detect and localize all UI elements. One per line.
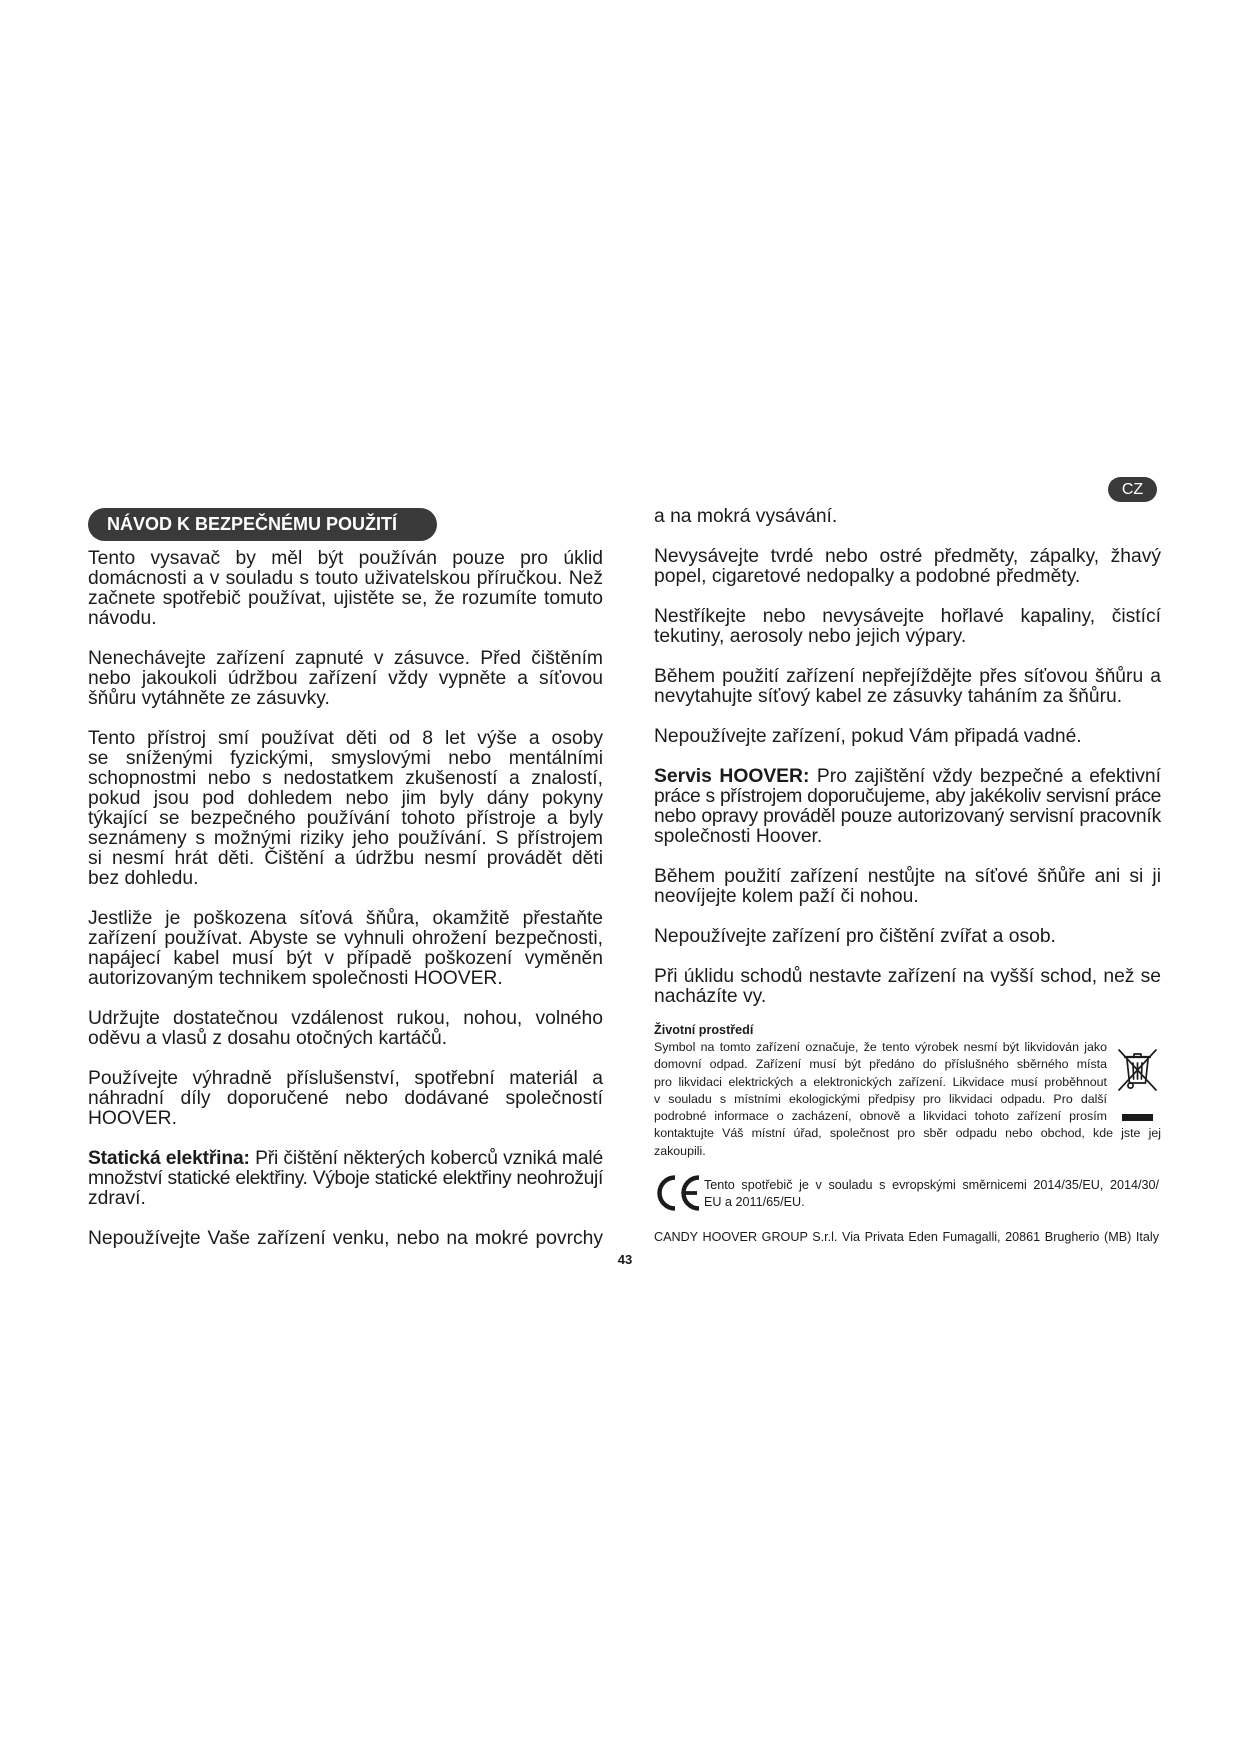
environment-heading: Životní prostředí: [654, 1023, 754, 1037]
text-line: [654, 547, 1161, 567]
paragraph: [654, 507, 1161, 527]
line-text: bez dohledu.: [88, 868, 199, 889]
text-line: [88, 1029, 603, 1049]
text-line: [88, 829, 603, 849]
line-text: Nevysávejte tvrdé nebo ostré předměty, zápalky, žhavý: [654, 546, 1161, 567]
text-line: [654, 987, 1161, 1007]
text-line: [88, 649, 603, 669]
text-line: [654, 607, 1161, 627]
line-text: množství statické elektřiny. Výboje statické elektřiny neohrožují: [88, 1168, 603, 1189]
line-text: Nenechávejte zařízení zapnuté v zásuvce. Před čištěním: [88, 648, 603, 669]
text-line: [654, 767, 1161, 787]
line-text: Používejte výhradně příslušenství, spotřební materiál a: [88, 1068, 603, 1089]
paragraph: [88, 1069, 603, 1129]
paragraph: [88, 1009, 603, 1049]
paragraph: [654, 767, 1161, 847]
language-badge: [1108, 477, 1157, 502]
paragraph: [88, 1149, 603, 1209]
paragraph-lead: Statická elektřina:: [88, 1148, 250, 1169]
line-text: zdraví.: [88, 1188, 146, 1209]
line-text: náhradní díly doporučené nebo dodávané společností: [88, 1088, 603, 1109]
text-line: [654, 887, 1161, 907]
text-line: [88, 969, 603, 989]
line-text: Udržujte dostatečnou vzdálenost rukou, nohou, volného: [88, 1008, 603, 1029]
line-text: podrobné informace o zacházení, obnově a likvidaci tohoto zařízení prosím: [654, 1109, 1107, 1124]
text-line: [88, 589, 603, 609]
page-number: 43: [617, 1252, 633, 1267]
environment-text-line: [654, 1108, 1107, 1125]
text-line: [654, 627, 1161, 647]
paragraph: [88, 649, 603, 709]
text-line: [88, 1069, 603, 1089]
text-line: [654, 567, 1161, 587]
line-text: Při úklidu schodů nestavte zařízení na vyšší schod, než se: [654, 966, 1161, 987]
line-text: Tento přístroj smí používat děti od 8 let výše a osoby: [88, 728, 603, 749]
text-line: [88, 1009, 603, 1029]
environment-text-line: [654, 1143, 1161, 1160]
line-text: začnete spotřebič používat, ujistěte se, že rozumíte tomuto: [88, 588, 603, 609]
line-text: seznámeny s možnými riziky jeho používání. S přístrojem: [88, 828, 603, 849]
line-text: domovní odpad. Zařízení musí být předáno do příslušného sběrného místa: [654, 1057, 1107, 1072]
environment-text-line: [654, 1125, 1161, 1142]
line-text: návodu.: [88, 608, 157, 629]
line-text: popel, cigaretové nedopalky a podobné předměty.: [654, 566, 1081, 587]
environment-section: [654, 1022, 1161, 1162]
text-line: [654, 667, 1161, 687]
text-line: [88, 869, 603, 889]
crossed-out-wheelie-bin-icon: [1116, 1046, 1159, 1092]
paragraph: [88, 729, 603, 889]
text-line: [654, 687, 1161, 707]
line-text: Nepoužívejte zařízení pro čištění zvířat a osob.: [654, 926, 1056, 947]
text-line: [654, 787, 1161, 807]
line-text: oděvu a vlasů z dosahu otočných kartáčů.: [88, 1028, 448, 1049]
line-text: kontaktujte Váš místní úřad, společnost pro sběr odpadu nebo obchod, kde jste jej: [654, 1126, 1161, 1141]
line-text: práce s přístrojem doporučujeme, aby jakékoliv servisní práce: [654, 786, 1161, 807]
text-line: [88, 849, 603, 869]
weee-bar-mark: [1122, 1114, 1153, 1121]
text-line: [88, 789, 603, 809]
environment-text-line: [654, 1074, 1107, 1091]
line-text: pro likvidaci elektrických a elektronických zařízení. Likvidace musí proběhnout: [654, 1074, 1107, 1089]
text-line: [654, 867, 1161, 887]
line-text: Symbol na tomto zařízení označuje, že tento výrobek nesmí být likvidován jako: [654, 1040, 1107, 1054]
line-text: schopnostmi nebo s nedostatkem zkušeností a znalostí,: [88, 768, 603, 789]
line-text: si nesmí hrát děti. Čištění a údržbu nesmí provádět děti: [88, 848, 603, 869]
text-line: [88, 609, 603, 629]
line-text: HOOVER.: [88, 1108, 177, 1129]
line-text: Pro zajištění vždy bezpečné a efektivní: [816, 766, 1161, 787]
line-text: Nepoužívejte Vaše zařízení venku, nebo na mokré povrchy: [88, 1228, 603, 1249]
environment-text-line: [654, 1039, 1107, 1056]
ce-compliance-text: [704, 1177, 1159, 1211]
line-text: napájecí kabel musí být v případě poškození vyměněn: [88, 948, 603, 969]
text-line: [88, 569, 603, 589]
paragraph: [88, 909, 603, 989]
line-text: Jestliže je poškozena síťová šňůra, okamžitě přestaňte: [88, 908, 603, 929]
line-text: zakoupili.: [654, 1143, 706, 1158]
text-line: [88, 1169, 603, 1189]
line-text: nevytahujte síťový kabel ze zásuvky taháním za šňůru.: [654, 686, 1123, 707]
line-text: domácnosti a v souladu s touto uživatelskou příručkou. Než: [88, 568, 603, 589]
text-line: [88, 949, 603, 969]
line-text: nebo opravy prováděl pouze autorizovaný servisní pracovník: [654, 806, 1161, 827]
line-text: se sníženými fyzickými, smyslovými nebo mentálními: [88, 748, 603, 769]
section-title: NÁVOD K BEZPEČNÉMU POUŽITÍ: [107, 514, 398, 534]
text-line: [88, 1229, 603, 1249]
line-text: Tento spotřebič je v souladu s evropskými směrnicemi 2014/35/EU, 2014/30/: [704, 1178, 1159, 1192]
line-text: zařízení používat. Abyste se vyhnuli ohrožení bezpečnosti,: [88, 928, 603, 949]
paragraph: [654, 607, 1161, 647]
text-line: [88, 669, 603, 689]
line-text: šňůru vytáhněte ze zásuvky.: [88, 688, 330, 709]
line-text: EU a 2011/65/EU.: [704, 1195, 805, 1209]
line-text: týkající se bezpečného používání tohoto přístroje a byly: [88, 808, 603, 829]
environment-text-line: [654, 1091, 1107, 1108]
text-line: [654, 827, 1161, 847]
paragraph: [654, 927, 1161, 947]
line-text: autorizovaným technikem společnosti HOOVER.: [88, 968, 503, 989]
paragraph: [654, 867, 1161, 907]
line-text: nebo jakoukoli údržbou zařízení vždy vypněte a síťovou: [88, 668, 603, 689]
line-text: a na mokrá vysávání.: [654, 506, 838, 527]
text-line: [88, 929, 603, 949]
paragraph: [654, 547, 1161, 587]
paragraph: [88, 549, 603, 629]
paragraph: [88, 1229, 603, 1249]
line-text: nacházíte vy.: [654, 986, 767, 1007]
text-line: [88, 689, 603, 709]
text-line: [88, 809, 603, 829]
line-text: Nestříkejte nebo nevysávejte hořlavé kapaliny, čistící: [654, 606, 1161, 627]
text-line: [88, 769, 603, 789]
environment-text: [654, 1039, 1161, 1160]
manufacturer-address: CANDY HOOVER GROUP S.r.l. Via Privata Eden Fumagalli, 20861 Brugherio (MB) Italy: [654, 1230, 1159, 1244]
text-line: [654, 927, 1161, 947]
compliance-text-line: [704, 1194, 1159, 1211]
text-line: [88, 1189, 603, 1209]
text-line: [88, 1089, 603, 1109]
section-title-badge: [88, 508, 437, 541]
line-text: pokud jsou pod dohledem nebo jim byly dány pokyny: [88, 788, 603, 809]
text-line: [88, 1149, 603, 1169]
language-code: CZ: [1121, 481, 1144, 498]
right-column: [654, 507, 1161, 1027]
line-text: Při čištění některých koberců vzniká malé: [255, 1148, 604, 1169]
text-line: [88, 749, 603, 769]
paragraph: [654, 727, 1161, 747]
paragraph-lead: Servis HOOVER:: [654, 766, 810, 787]
text-line: [88, 549, 603, 569]
line-text: Nepoužívejte zařízení, pokud Vám připadá vadné.: [654, 726, 1082, 747]
text-line: [88, 729, 603, 749]
text-line: [654, 967, 1161, 987]
left-column: [88, 549, 603, 1269]
paragraph: [654, 667, 1161, 707]
line-text: Během použití zařízení nestůjte na síťové šňůře ani si ji: [654, 866, 1161, 887]
environment-text-line: [654, 1056, 1107, 1073]
text-line: [654, 727, 1161, 747]
line-text: neovíjejte kolem paží či nohou.: [654, 886, 919, 907]
compliance-text-line: [704, 1177, 1159, 1194]
ce-compliance: [654, 1173, 1161, 1215]
line-text: Během použití zařízení nepřejíždějte přes síťovou šňůru a: [654, 666, 1161, 687]
line-text: Tento vysavač by měl být používán pouze pro úklid: [88, 548, 603, 569]
ce-mark-icon: [654, 1173, 703, 1213]
line-text: v souladu s místními ekologickými předpisy pro likvidaci odpadu. Pro další: [654, 1091, 1107, 1106]
line-text: tekutiny, aerosoly nebo jejich výpary.: [654, 626, 967, 647]
text-line: [88, 1109, 603, 1129]
line-text: společnosti Hoover.: [654, 826, 823, 847]
paragraph: [654, 967, 1161, 1007]
text-line: [654, 507, 1161, 527]
text-line: [88, 909, 603, 929]
text-line: [654, 807, 1161, 827]
